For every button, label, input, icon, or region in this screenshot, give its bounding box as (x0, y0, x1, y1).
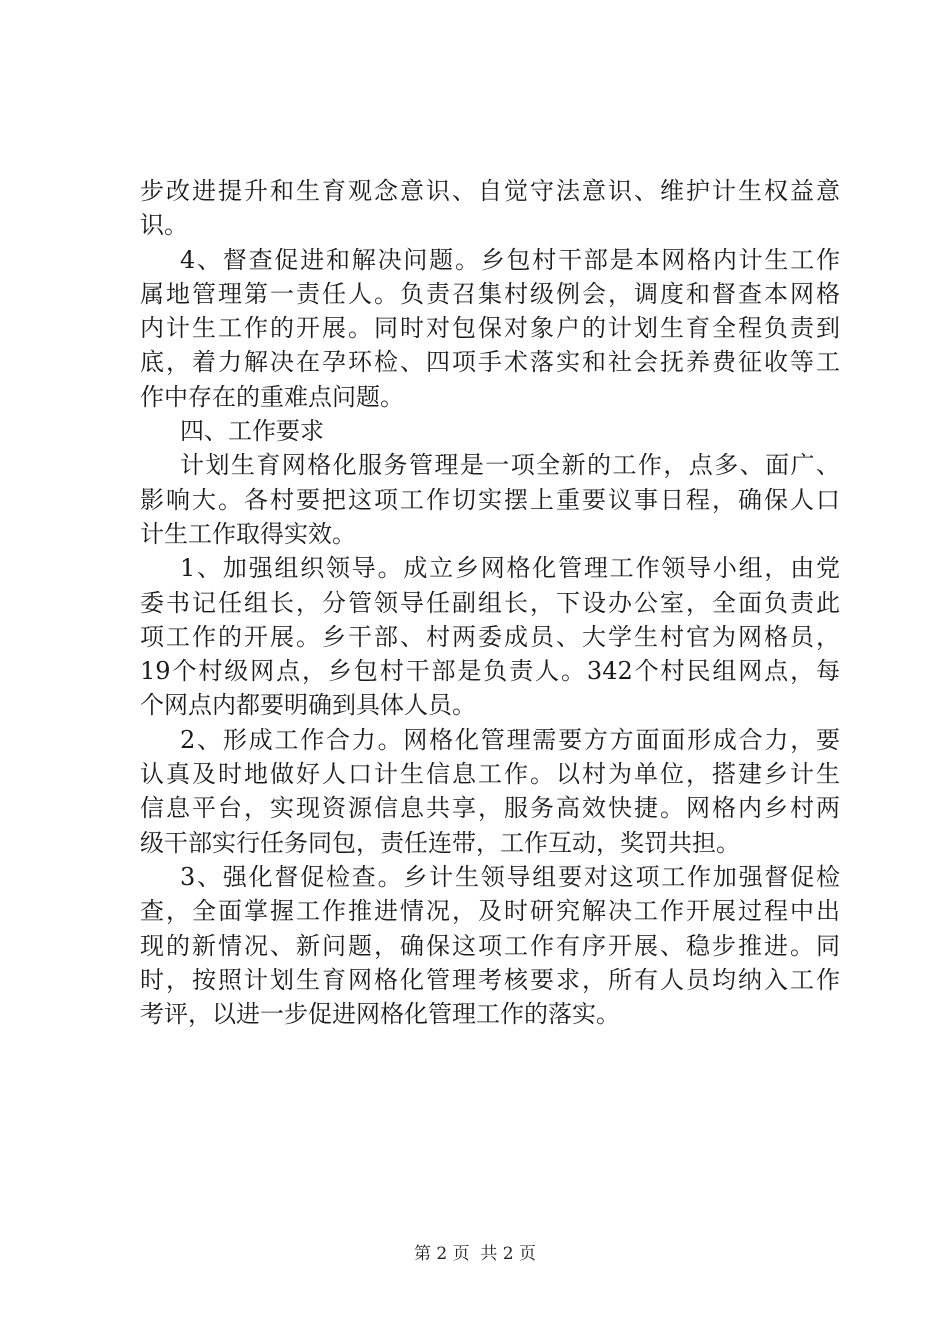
text-line: 19个村级网点，乡包村干部是负责人。342个村民组网点，每 (140, 657, 840, 686)
text-line: 级干部实行任务同包，责任连带，工作互动，奖罚共担。 (140, 828, 740, 857)
paragraph-first-line: 1、加强组织领导。成立乡网格化管理工作领导小组，由党 (180, 554, 840, 583)
text-line: 识。 (140, 211, 188, 240)
text-line: 个网点内都要明确到具体人员。 (140, 691, 476, 720)
text-line: 内计生工作的开展。同时对包保对象户的计划生育全程负责到 (140, 314, 840, 343)
paragraph-first-line: 3、强化督促检查。乡计生领导组要对这项工作加强督促检 (180, 862, 840, 891)
text-line: 现的新情况、新问题，确保这项工作有序开展、稳步推进。同 (140, 931, 840, 960)
document-body (140, 174, 840, 1031)
text-line: 委书记任组长，分管领导任副组长，下设办公室，全面负责此 (140, 588, 840, 617)
text-line: 项工作的开展。乡干部、村两委成员、大学生村官为网格员， (140, 622, 840, 651)
text-line: 影响大。各村要把这项工作切实摆上重要议事日程，确保人口 (140, 485, 840, 514)
text-line: 时，按照计划生育网格化管理考核要求，所有人员均纳入工作 (140, 965, 840, 994)
text-line: 计生工作取得实效。 (140, 519, 356, 548)
text-line: 信息平台，实现资源信息共享，服务高效快捷。网格内乡村两 (140, 794, 840, 823)
text-line: 作中存在的重难点问题。 (140, 382, 404, 411)
text-line: 查，全面掌握工作推进情况，及时研究解决工作开展过程中出 (140, 897, 840, 926)
section-heading: 四、工作要求 (180, 417, 324, 446)
paragraph-first-line: 2、形成工作合力。网格化管理需要方方面面形成合力，要 (180, 725, 840, 754)
paragraph-first-line: 4、督查促进和解决问题。乡包村干部是本网格内计生工作 (180, 245, 840, 274)
paragraph-first-line: 计划生育网格化服务管理是一项全新的工作，点多、面广、 (180, 451, 840, 480)
page-footer (0, 1243, 950, 1265)
text-line: 考评，以进一步促进网格化管理工作的落实。 (140, 1000, 620, 1029)
text-line: 认真及时地做好人口计生信息工作。以村为单位，搭建乡计生 (140, 760, 840, 789)
page-number: 第 2 页 共 2 页 (413, 1244, 537, 1264)
text-line: 属地管理第一责任人。负责召集村级例会，调度和督查本网格 (140, 279, 840, 308)
text-line: 底，着力解决在孕环检、四项手术落实和社会抚养费征收等工 (140, 348, 840, 377)
text-line: 步改进提升和生育观念意识、自觉守法意识、维护计生权益意 (140, 177, 840, 205)
